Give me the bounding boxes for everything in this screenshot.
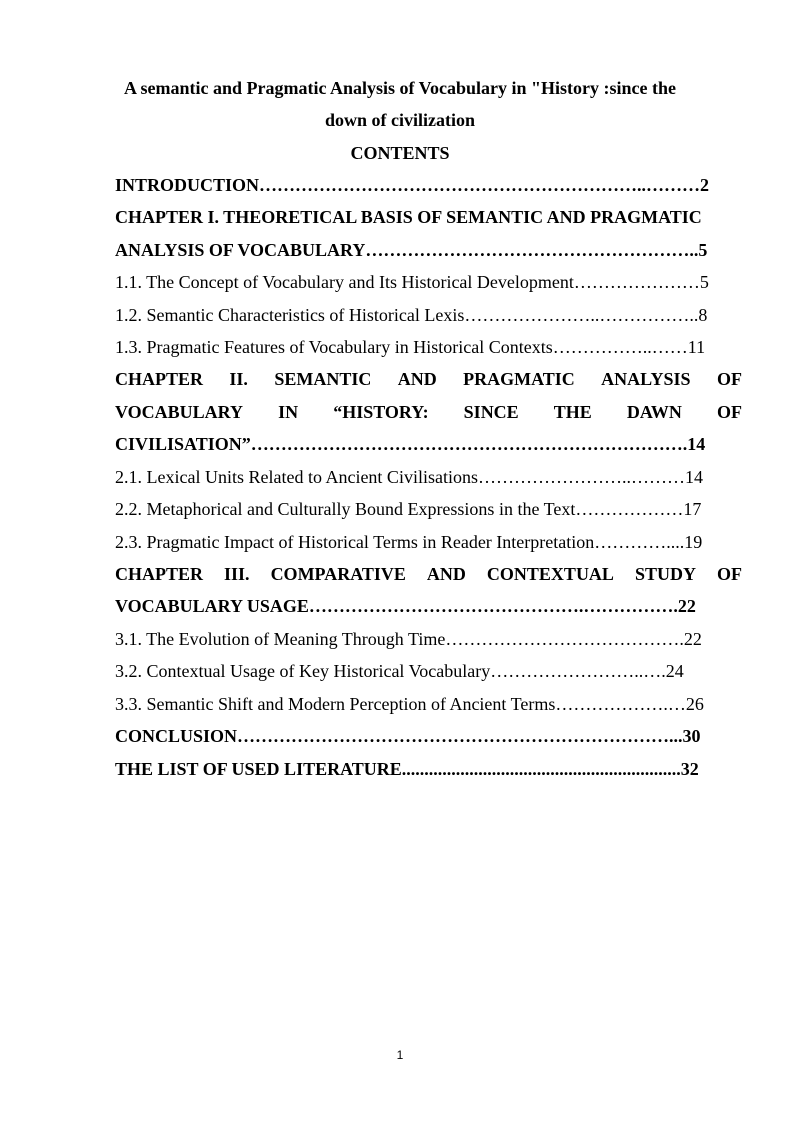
document-title-line-1: A semantic and Pragmatic Analysis of Vocabulary in "History :since the [124,78,676,98]
toc-chapter-1-line-1: CHAPTER I. THEORETICAL BASIS OF SEMANTIC AND PRAGMATIC [115,207,702,227]
toc-section-3-2: 3.2. Contextual Usage of Key Historical Vocabulary……………………..….24 [115,661,684,681]
toc-chapter-2-line-1 [115,368,742,390]
toc-word: IN [278,402,299,422]
toc-section-2-1: 2.1. Lexical Units Related to Ancient Civilisations……………………..………14 [115,467,703,487]
toc-word: AND [397,369,437,389]
toc-chapter-2-line-2 [115,401,742,423]
toc-section-1-3: 1.3. Pragmatic Features of Vocabulary in Historical Contexts……………..……11 [115,337,706,357]
toc-word: STUDY [634,564,696,584]
toc-section-1-1: 1.1. The Concept of Vocabulary and Its Historical Development…………………5 [115,272,709,292]
contents-heading: CONTENTS [350,143,450,163]
toc-chapter-1-line-2: ANALYSIS OF VOCABULARY………………………………………………..5 [115,240,708,260]
toc-section-2-2: 2.2. Metaphorical and Culturally Bound Expressions in the Text………………17 [115,499,702,519]
toc-word: SINCE [463,402,519,422]
toc-word: COMPARATIVE [270,564,406,584]
toc-word: THE [553,402,592,422]
toc-chapter-3-line-2: VOCABULARY USAGE……………………………………….…………….22 [115,596,696,616]
toc-word: CHAPTER [115,369,204,389]
toc-word: PRAGMATIC [463,369,575,389]
toc-word: VOCABULARY [115,402,244,422]
toc-word: DAWN [626,402,682,422]
toc-word: CHAPTER [115,564,204,584]
page-number: 1 [396,1048,404,1062]
toc-word: AND [426,564,466,584]
toc-introduction: INTRODUCTION………………………………………………………..………2 [115,175,710,195]
toc-chapter-2-line-3: CIVILISATION”……………………………………………………………….14 [115,434,706,454]
toc-word: ANALYSIS [601,369,691,389]
toc-word: CONTEXTUAL [486,564,614,584]
toc-word: SEMANTIC [274,369,372,389]
toc-word: OF [716,402,742,422]
toc-conclusion: CONCLUSION………………………………………………………………...30 [115,726,701,746]
toc-section-3-3: 3.3. Semantic Shift and Modern Perception of Ancient Terms……………….…26 [115,694,704,714]
toc-section-1-2: 1.2. Semantic Characteristics of Historical Lexis…………………..……………..8 [115,305,708,325]
toc-word: III. [224,564,250,584]
toc-section-2-3: 2.3. Pragmatic Impact of Historical Terms in Reader Interpretation…………....19 [115,532,703,552]
toc-word: II. [229,369,248,389]
document-title-line-2: down of civilization [324,110,475,130]
toc-section-3-1: 3.1. The Evolution of Meaning Through Time………………………………….22 [115,629,702,649]
toc-chapter-3-line-1 [115,563,742,585]
toc-word: OF [717,564,742,584]
toc-word: “HISTORY: [333,402,429,422]
toc-word: OF [716,369,742,389]
toc-literature: THE LIST OF USED LITERATURE..............................................................32 [115,759,699,779]
